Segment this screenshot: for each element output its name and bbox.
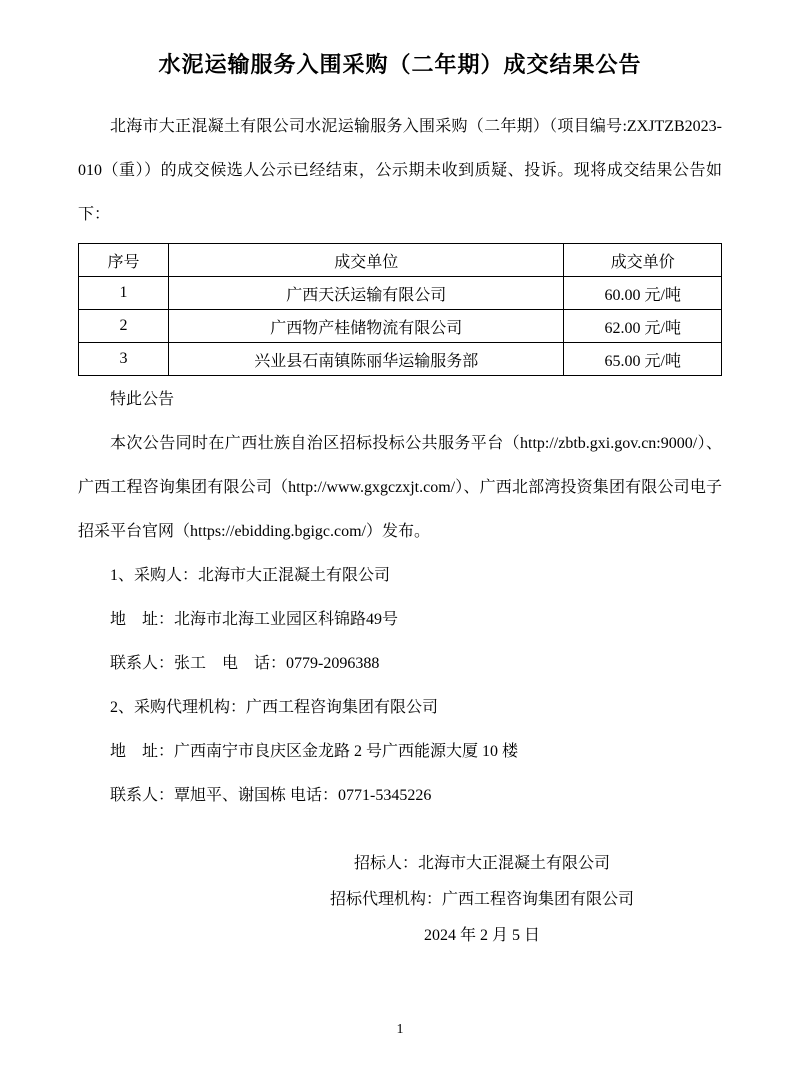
results-table: [78, 243, 722, 376]
table-header-row: [79, 244, 722, 277]
table-row: [79, 310, 722, 343]
purchaser-contact: 联系人：张工 电 话：0779-2096388: [110, 655, 380, 672]
cell-awarded-unit: 兴业县石南镇陈丽华运输服务部: [169, 343, 564, 376]
table-row: [79, 343, 722, 376]
platforms-paragraph: 本次公告同时在广西壮族自治区招标投标公共服务平台（http://zbtb.gxi.gov.cn:9000/）、广西工程咨询集团有限公司（http://www.gxgczxjt.com/）、广西北部湾投资集团有限公司电子招采平台官网（https://ebidding.bgigc.com/）发布。: [78, 435, 722, 540]
agency-contact: 联系人：覃旭平、谢国栋 电话：0771-5345226: [110, 787, 432, 804]
document-title: 水泥运输服务入围采购（二年期）成交结果公告: [158, 52, 642, 77]
table-row: [79, 277, 722, 310]
cell-serial-number: 2: [79, 310, 169, 343]
cell-awarded-unit: 广西天沃运输有限公司: [169, 277, 564, 310]
cell-awarded-unit: 广西物产桂储物流有限公司: [169, 310, 564, 343]
cell-serial-number: 3: [79, 343, 169, 376]
signature-block: [282, 846, 682, 954]
header-unit-price: 成交单价: [564, 244, 722, 277]
agency-line: 2、采购代理机构：广西工程咨询集团有限公司: [110, 699, 439, 716]
intro-paragraph: 北海市大正混凝土有限公司水泥运输服务入围采购（二年期）（项目编号:ZXJTZB2023-010（重））的成交候选人公示已经结束，公示期未收到质疑、投诉。现将成交结果公告如下：: [78, 118, 722, 223]
hereby-announcement: 特此公告: [110, 391, 175, 408]
header-serial-number: 序号: [79, 244, 169, 277]
signature-tenderer: 招标人：北海市大正混凝土有限公司: [353, 855, 610, 872]
signature-agent: 招标代理机构：广西工程咨询集团有限公司: [329, 891, 634, 908]
cell-unit-price: 65.00 元/吨: [564, 343, 722, 376]
cell-unit-price: 60.00 元/吨: [564, 277, 722, 310]
purchaser-address: 地 址：北海市北海工业园区科锦路49号: [110, 611, 399, 628]
cell-unit-price: 62.00 元/吨: [564, 310, 722, 343]
page-number: 1: [396, 1022, 404, 1037]
header-awarded-unit: 成交单位: [169, 244, 564, 277]
signature-date: 2024 年 2 月 5 日: [423, 927, 540, 944]
cell-serial-number: 1: [79, 277, 169, 310]
purchaser-line: 1、采购人：北海市大正混凝土有限公司: [110, 567, 391, 584]
agency-address: 地 址：广西南宁市良庆区金龙路 2 号广西能源大厦 10 楼: [110, 743, 519, 760]
